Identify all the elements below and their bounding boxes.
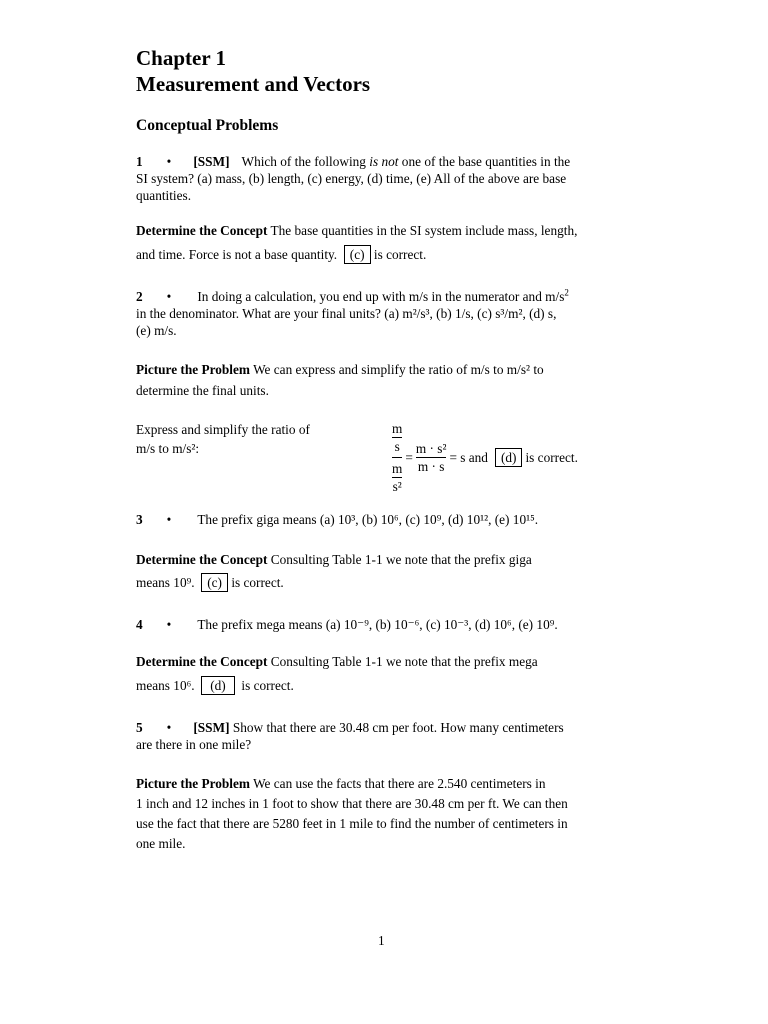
simplified-fraction: $\frac{\text{m · s²}}{m \cdot s}$ <box>415 441 447 474</box>
answer-box: (c) <box>201 573 228 592</box>
step-label-line-1: Express and simplify the ratio of <box>136 422 310 437</box>
solution-2-line-1: Picture the Problem We can express and simplify the ratio of m/s to m/s² to <box>136 362 544 377</box>
bullet: • <box>166 720 172 735</box>
ratio-equation: $\frac{\frac{m}{s}}{\frac{m}{\text{s²}}}$ = $\frac{\text{m · s²}}{m \cdot s}$ = s and (d) is correct. <box>392 421 578 494</box>
answer-box: (c) <box>344 245 371 264</box>
problem-number: 3 <box>136 512 143 527</box>
solution-5-line-4: one mile. <box>136 836 186 851</box>
ssm-tag: [SSM] <box>193 720 230 735</box>
problem-number: 5 <box>136 720 143 735</box>
problem-number: 4 <box>136 617 143 632</box>
chapter-label: Chapter 1 <box>136 46 227 70</box>
solution-5-line-2: 1 inch and 12 inches in 1 foot to show that there are 30.48 cm per ft. We can then <box>136 796 568 811</box>
problem-1-line-3: quantities. <box>136 188 192 203</box>
problem-2-line-1: 2 • In doing a calculation, you end up with m/s in the numerator and $m/s^2$ <box>136 287 569 304</box>
bullet: • <box>166 617 172 632</box>
solution-4-line-2: means 10⁶. (d) is correct. <box>136 678 294 693</box>
solution-3-line-1: Determine the Concept Consulting Table 1-1 we note that the prefix giga <box>136 552 532 567</box>
problem-1-line-1: 1 • [SSM] Which of the following is not one of the base quantities in the <box>136 154 571 169</box>
bullet: • <box>166 154 172 169</box>
solution-4-line-1: Determine the Concept Consulting Table 1-1 we note that the prefix mega <box>136 654 538 669</box>
answer-box: (d) <box>495 448 523 467</box>
solution-1-line-1: Determine the Concept The base quantities in the SI system include mass, length, <box>136 223 578 238</box>
compound-fraction: $\frac{\frac{m}{s}}{\frac{m}{\text{s²}}}$ <box>392 421 403 494</box>
bullet: • <box>166 289 172 304</box>
answer-box: (d) <box>201 676 235 695</box>
solution-5-line-3: use the fact that there are 5280 feet in 1 mile to find the number of centimeters in <box>136 816 568 831</box>
page-number: 1 <box>378 933 385 948</box>
ssm-tag: [SSM] <box>193 154 230 169</box>
problem-2-line-2: in the denominator. What are your final units? (a) m²/s³, (b) 1/s, (c) s³/m², (d) s, <box>136 306 557 321</box>
solution-3-line-2: means 10⁹. (c) is correct. <box>136 575 284 590</box>
problem-3-line-1: 3 • The prefix giga means (a) 10³, (b) 10⁶, (c) 10⁹, (d) 10¹², (e) 10¹⁵. <box>136 512 539 527</box>
problem-5-line-2: are there in one mile? <box>136 737 252 752</box>
bullet: • <box>166 512 172 527</box>
section-heading: Conceptual Problems <box>136 117 279 134</box>
step-label-line-2: m/s to m/s²: <box>136 441 200 456</box>
chapter-title: Measurement and Vectors <box>136 72 371 96</box>
problem-1-line-2: SI system? (a) mass, (b) length, (c) energy, (d) time, (e) All of the above are base <box>136 171 567 186</box>
problem-5-line-1: 5 • [SSM] Show that there are 30.48 cm per foot. How many centimeters <box>136 720 564 735</box>
problem-2-line-3: (e) m/s. <box>136 323 177 338</box>
solution-5-line-1: Picture the Problem We can use the facts that there are 2.540 centimeters in <box>136 776 546 791</box>
solution-1-line-2: and time. Force is not a base quantity. (c) is correct. <box>136 247 427 262</box>
solution-2-line-2: determine the final units. <box>136 383 269 398</box>
problem-number: 1 <box>136 154 143 169</box>
problem-number: 2 <box>136 289 143 304</box>
problem-4-line-1: 4 • The prefix mega means (a) 10⁻⁹, (b) 10⁻⁶, (c) 10⁻³, (d) 10⁶, (e) 10⁹. <box>136 617 558 632</box>
